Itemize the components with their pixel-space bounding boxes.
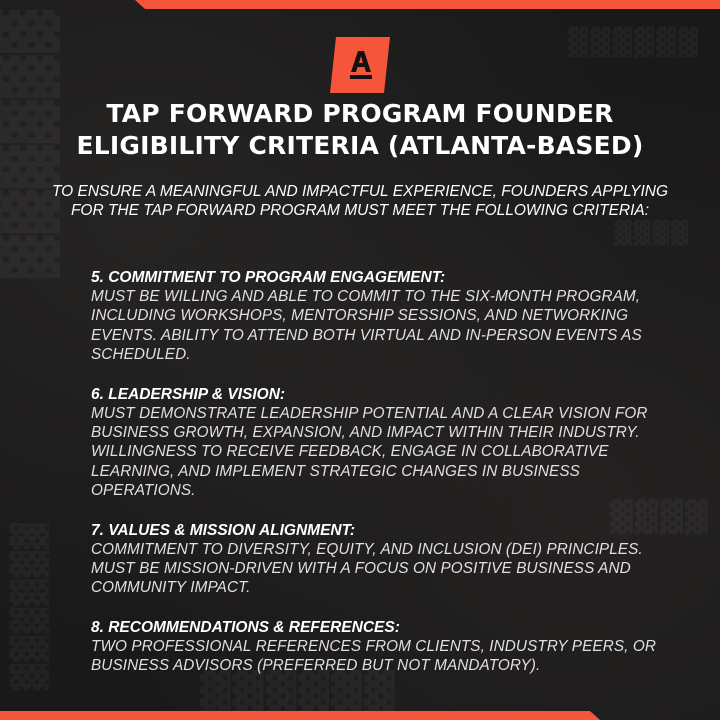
top-accent-bar — [135, 0, 720, 9]
criterion-title: 5. COMMITMENT TO PROGRAM ENGAGEMENT: — [91, 269, 446, 286]
criterion-item — [91, 268, 666, 365]
criterion-title: 6. LEADERSHIP & VISION: — [91, 385, 286, 403]
criterion-body: COMMITMENT TO DIVERSITY, EQUITY, AND INCLUSION (DEI) PRINCIPLES. MUST BE MISSION-DRIVEN WITH A FOCUS ON POSITIVE BUSINESS AND COMMUNITY IMPACT. — [91, 540, 643, 597]
criterion-body: TWO PROFESSIONAL REFERENCES FROM CLIENTS, INDUSTRY PEERS, OR BUSINESS ADVISORS (PREFERRED BUT NOT MANDATORY). — [91, 637, 656, 675]
criterion-item — [91, 618, 666, 676]
bottom-accent-bar — [0, 711, 600, 720]
criterion-title: 8. RECOMMENDATIONS & REFERENCES: — [91, 618, 400, 636]
title-line-2: ELIGIBILITY CRITERIA (ATLANTA-BASED) — [76, 131, 644, 160]
a-underline-logo-icon — [330, 37, 390, 93]
criteria-list — [91, 268, 666, 696]
criterion-body: MUST DEMONSTRATE LEADERSHIP POTENTIAL AND A CLEAR VISION FOR BUSINESS GROWTH, EXPANSION, AND IMPACT WITHIN THEIR INDUSTRY. WILLINGNESS TO RECEIVE FEEDBACK, ENGAGE IN COLLABORATIVE LEARNING, AND IMPLEMENT STRATEGIC CHANGES IN BUSINESS OPERATIONS. — [91, 404, 648, 500]
title-line-1: TAP FORWARD PROGRAM FOUNDER — [106, 99, 614, 128]
criterion-item — [91, 385, 666, 501]
page-title — [40, 98, 680, 162]
criterion-body: MUST BE WILLING AND ABLE TO COMMIT TO THE SIX-MONTH PROGRAM, INCLUDING WORKSHOPS, MENTORSHIP SESSIONS, AND NETWORKING EVENTS. ABILITY TO ATTEND BOTH VIRTUAL AND IN-PERSON EVENTS AS SCHEDULED. — [91, 288, 642, 364]
background-decor — [568, 28, 700, 58]
background-decor — [614, 220, 690, 246]
criterion-title: 7. VALUES & MISSION ALIGNMENT: — [91, 521, 356, 539]
intro-text: TO ENSURE A MEANINGFUL AND IMPACTFUL EXPERIENCE, FOUNDERS APPLYING FOR THE TAP FORWARD PROGRAM MUST MEET THE FOLLOWING CRITERIA: — [51, 183, 669, 219]
criterion-item — [91, 521, 666, 598]
background-decor — [10, 521, 50, 690]
